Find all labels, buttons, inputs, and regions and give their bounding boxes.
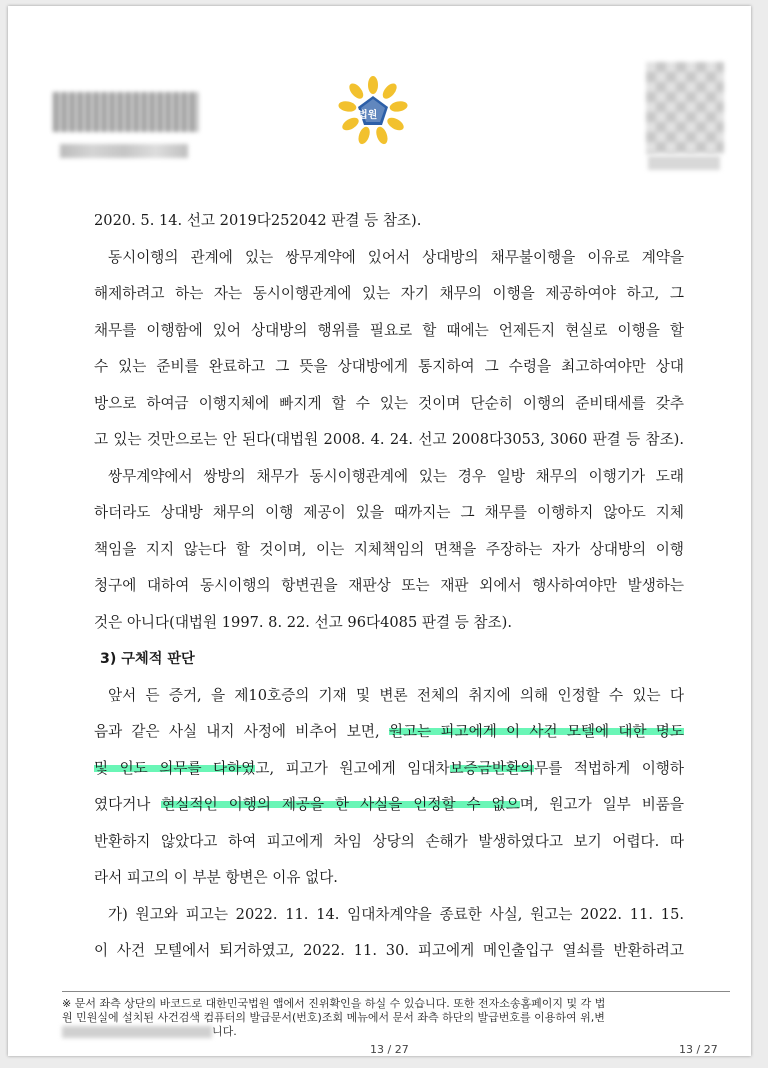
notice-line-end: 니다.	[212, 1025, 237, 1038]
text-line: 가) 원고와 피고는 2022. 11. 14. 임대차계약을 종료한 사실, 원고는 2022. 11. 15.	[108, 905, 684, 923]
highlighted-text: 현실적인 이행의 제공을 한 사실을 인정할 수 없으	[161, 796, 520, 813]
text-line: 반환하지 않았다고 하여 피고에게 차임 상당의 손해가 발생하였다고 보기 어렵다. 따	[94, 832, 684, 850]
document-page	[8, 6, 751, 1056]
paragraph-judgment	[94, 678, 684, 897]
text-line	[94, 751, 684, 788]
authenticity-notice	[62, 991, 730, 1039]
text-line: 2020. 5. 14. 선고 2019다252042 판결 등 참조).	[94, 212, 422, 229]
text-line: 쌍무계약에서 쌍방의 채무가 동시이행관계에 있는 경우 일방 채무의 이행기가 도래	[108, 467, 684, 485]
text-line: 청구에 대하여 동시이행의 항변권을 재판상 또는 재판 외에서 행사하여야만 발생하는	[94, 577, 684, 594]
text-line: 수 있는 준비를 완료하고 그 뜻을 상대방에게 통지하여 그 수령을 최고하여야만 상대	[94, 358, 684, 375]
notice-line: ※ 문서 좌측 상단의 바코드로 대한민국법원 앱에서 진위확인을 하실 수 있습니다. 또한 전자소송홈페이지 및 각 법	[62, 997, 606, 1010]
heading-text: 3) 구체적 판단	[100, 651, 195, 667]
text-line: 해제하려고 하는 자는 동시이행관계에 있는 자기 채무의 이행을 제공하여야 하고, 그	[94, 285, 684, 302]
text-line	[94, 787, 684, 824]
page-number-right: 13 / 27	[679, 1043, 718, 1056]
document-body	[94, 203, 684, 970]
text-segment: 며, 원고가 일부 비품을	[519, 796, 684, 813]
page-number-center: 13 / 27	[370, 1043, 409, 1056]
emblem-label: 법원	[358, 110, 378, 121]
barcode-image	[53, 92, 199, 132]
text-line: 채무를 이행함에 있어 상대방의 행위를 필요로 할 때에는 언제든지 현실로 이행을 할	[94, 321, 684, 339]
issue-number-redacted	[62, 1026, 212, 1038]
text-segment: 무를 적법하게 이행하	[534, 759, 684, 777]
qr-code-redacted	[646, 62, 724, 154]
text-line: 하더라도 상대방 채무의 이행 제공이 있을 때까지는 그 채무를 이행하지 않아도 지체	[94, 504, 684, 521]
paragraph-rescission-rule	[94, 240, 684, 459]
qr-number-redacted	[648, 156, 720, 170]
notice-line	[62, 1025, 730, 1039]
text-line	[94, 714, 684, 751]
highlighted-text: 및 인도 의무를 다하였	[94, 759, 256, 777]
text-line: 것은 아니다(대법원 1997. 8. 22. 선고 96다4085 판결 등 참조).	[94, 613, 512, 631]
highlighted-text: 보증금반환의	[449, 759, 535, 777]
text-line: 이 사건 모텔에서 퇴거하였고, 2022. 11. 30. 피고에게 메인출입구 열쇠를 반환하려고	[94, 942, 684, 959]
text-line: 라서 피고의 이 부분 항변은 이유 없다.	[94, 869, 338, 886]
paragraph-delay-liability	[94, 459, 684, 642]
section-heading	[94, 641, 684, 678]
barcode-number-redacted	[60, 144, 188, 158]
text-line: 동시이행의 관계에 있는 쌍무계약에 있어서 상대방의 채무불이행을 이유로 계약을	[108, 248, 684, 266]
text-line: 고 있는 것만으로는 안 된다(대법원 2008. 4. 24. 선고 2008다3053, 3060 판결 등 참조).	[94, 431, 684, 448]
paragraph-facts	[94, 897, 684, 970]
text-line: 책임을 지지 않는다 할 것이며, 이는 지체책임의 면책을 주장하는 자가 상대방의 이행	[94, 540, 684, 558]
notice-line: 원 민원실에 설치된 사건검색 컴퓨터의 발급문서(번호)조회 메뉴에서 문서 좌측 하단의 발급번호를 이용하여 위,변	[62, 1011, 605, 1024]
text-segment: 음과 같은 사실 내지 사정에 비추어 보면,	[94, 723, 389, 740]
text-segment: 였다거나	[94, 796, 162, 813]
text-line: 앞서 든 증거, 을 제10호증의 기재 및 변론 전체의 취지에 의해 인정할 수 있는 다	[108, 686, 684, 704]
paragraph-citation-end	[94, 203, 684, 240]
text-segment: 고, 피고가 원고에게 임대차	[255, 759, 450, 777]
text-line: 방으로 하여금 이행지체에 빠지게 할 수 있는 것이며 단순히 이행의 준비태세를 갖추	[94, 394, 684, 412]
highlighted-text: 원고는 피고에게 이 사건 모텔에 대한 명도	[388, 723, 684, 740]
